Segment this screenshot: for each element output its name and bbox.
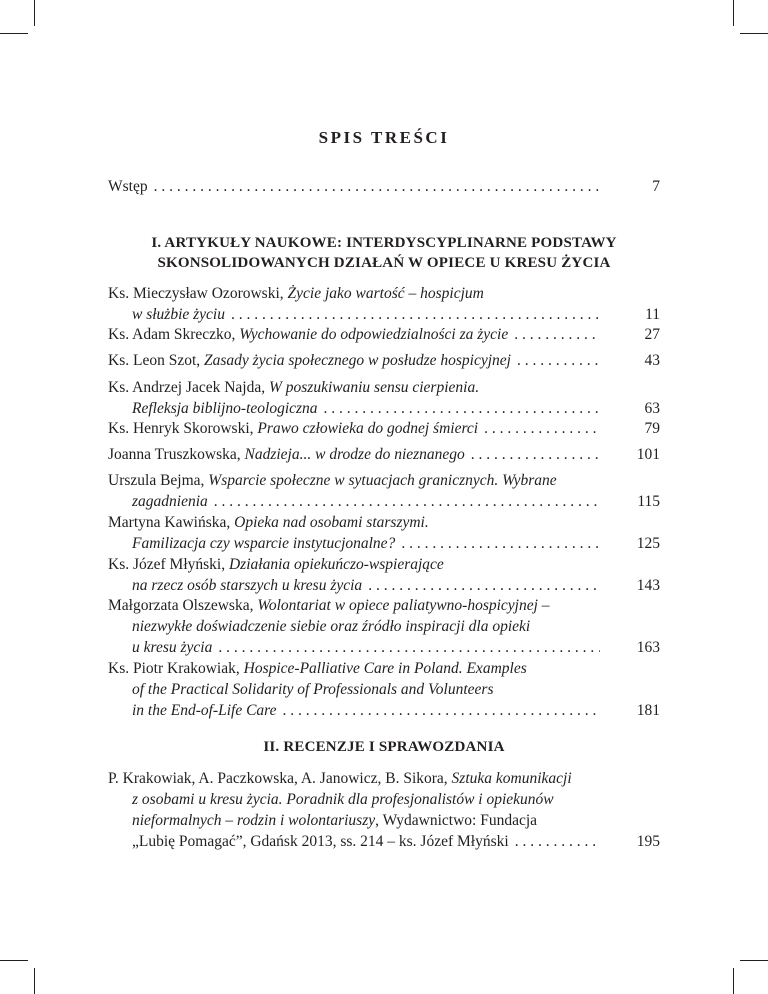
page-number: 27 <box>644 326 660 343</box>
article-title: W poszukiwaniu sensu cierpienia. <box>268 379 480 396</box>
author: Ks. Adam Skreczko, <box>108 326 240 343</box>
section-heading-2 <box>108 737 660 757</box>
article-title: Wychowanie do odpowiedzialności za życie <box>239 326 509 343</box>
article-title: niezwykłe doświadczenie siebie oraz źródło inspiracji dla opieki <box>132 618 531 635</box>
leader-dots <box>368 575 600 596</box>
article-title: Zasady życia społecznego w posłudze hospicyjnej <box>204 352 511 369</box>
toc-entry[interactable] <box>108 444 660 465</box>
crop-mark-bottom-left-h <box>0 960 28 961</box>
toc-entry[interactable] <box>108 377 660 419</box>
toc-entry[interactable] <box>108 595 660 658</box>
author: Ks. Andrzej Jacek Najda, <box>108 379 269 396</box>
article-title: Hospice-Palliative Care in Poland. Examples <box>243 660 527 677</box>
article-title: na rzecz osób starszych u kresu życia <box>132 577 363 594</box>
article-title: of the Practical Solidarity of Professionals and Volunteers <box>132 681 494 698</box>
book-title: Sztuka komunikacji <box>451 770 572 787</box>
crop-mark-top-right <box>733 0 734 26</box>
author: P. Krakowiak, A. Paczkowska, A. Janowicz, B. Sikora, <box>108 770 452 787</box>
crop-mark-bottom-left <box>34 968 35 994</box>
book-title: z osobami u kresu życia. Poradnik dla profesjonalistów i opiekunów <box>132 791 554 808</box>
author: Ks. Leon Szot, <box>108 352 205 369</box>
author: Ks. Henryk Skorowski, <box>108 420 258 437</box>
page-number: 195 <box>636 833 660 850</box>
page-number: 115 <box>637 493 660 510</box>
publication-details: „Lubię Pomagać”, Gdańsk 2013, ss. 214 – ks. Józef Młyński <box>132 833 509 850</box>
section-heading-1 <box>108 233 660 273</box>
author: Ks. Józef Młyński, <box>108 556 229 573</box>
crop-mark-top-right-h <box>740 33 768 34</box>
page-number: 7 <box>652 178 660 195</box>
author: Joanna Truszkowska, <box>108 446 245 463</box>
leader-dots <box>214 491 600 512</box>
article-title: Nadzieja... w drodze do nieznanego <box>244 446 465 463</box>
leader-dots <box>154 176 600 197</box>
article-title: Wsparcie społeczne w sytuacjach granicznych. Wybrane <box>208 472 557 489</box>
article-title: Życie jako wartość – hospicjum <box>287 285 484 302</box>
crop-mark-bottom-right <box>733 968 734 994</box>
article-title: Działania opiekuńczo-wspierające <box>228 556 444 573</box>
leader-dots <box>401 533 600 554</box>
crop-mark-bottom-right-h <box>740 960 768 961</box>
section-heading-line: I. ARTYKUŁY NAUKOWE: INTERDYSCYPLINARNE PODSTAWY <box>151 235 617 251</box>
article-title: w służbie życiu <box>132 306 225 323</box>
toc-entry-intro[interactable] <box>108 176 660 197</box>
book-title: nieformalnych – rodzin i wolontariuszy <box>132 812 376 829</box>
page-title: SPIS TREŚCI <box>318 128 450 147</box>
article-title: Familizacja czy wsparcie instytucjonalne? <box>132 535 396 552</box>
leader-dots <box>514 324 600 345</box>
leader-dots <box>517 350 600 371</box>
leader-dots <box>283 700 600 721</box>
toc-entry[interactable] <box>108 470 660 512</box>
author: Martyna Kawińska, <box>108 514 235 531</box>
article-title: Refleksja biblijno-teologiczna <box>132 400 318 417</box>
section-heading-line: SKONSOLIDOWANYCH DZIAŁAŃ W OPIECE U KRESU ŻYCIA <box>157 255 611 271</box>
page-number: 143 <box>636 577 660 594</box>
article-title: zagadnienia <box>132 493 208 510</box>
article-title: u kresu życia <box>132 639 213 656</box>
leader-dots <box>324 398 600 419</box>
article-title: in the End-of-Life Care <box>132 702 277 719</box>
author: Ks. Piotr Krakowiak, <box>108 660 244 677</box>
page-number: 101 <box>636 446 660 463</box>
author: Urszula Bejma, <box>108 472 209 489</box>
toc-entry-review[interactable] <box>108 768 660 852</box>
section-heading-line: II. RECENZJE I SPRAWOZDANIA <box>263 739 505 755</box>
toc-entry[interactable] <box>108 418 660 439</box>
toc-entry[interactable] <box>108 324 660 345</box>
publisher: , Wydawnictwo: Fundacja <box>375 812 538 829</box>
toc-entry[interactable] <box>108 350 660 371</box>
page-number: 11 <box>645 306 660 323</box>
toc-entry[interactable] <box>108 512 660 554</box>
page-number: 181 <box>636 702 660 719</box>
leader-dots <box>515 831 600 852</box>
toc-entry[interactable] <box>108 554 660 596</box>
toc-entry[interactable] <box>108 283 660 325</box>
author: Małgorzata Olszewska, <box>108 597 258 614</box>
crop-mark-top-left <box>34 0 35 26</box>
page-number: 125 <box>636 535 660 552</box>
page-number: 63 <box>644 400 660 417</box>
article-title: Wolontariat w opiece paliatywno-hospicyjnej – <box>257 597 550 614</box>
leader-dots <box>471 444 600 465</box>
toc-entry-label: Wstęp <box>108 178 148 195</box>
toc-entry[interactable] <box>108 658 660 721</box>
page-number: 79 <box>644 420 660 437</box>
page-number: 163 <box>636 639 660 656</box>
author: Ks. Mieczysław Ozorowski, <box>108 285 288 302</box>
article-title: Opieka nad osobami starszymi. <box>234 514 429 531</box>
crop-mark-top-left-h <box>0 33 28 34</box>
leader-dots <box>231 304 600 325</box>
article-title: Prawo człowieka do godnej śmierci <box>257 420 479 437</box>
leader-dots <box>484 418 600 439</box>
page-number: 43 <box>644 352 660 369</box>
leader-dots <box>218 637 600 658</box>
